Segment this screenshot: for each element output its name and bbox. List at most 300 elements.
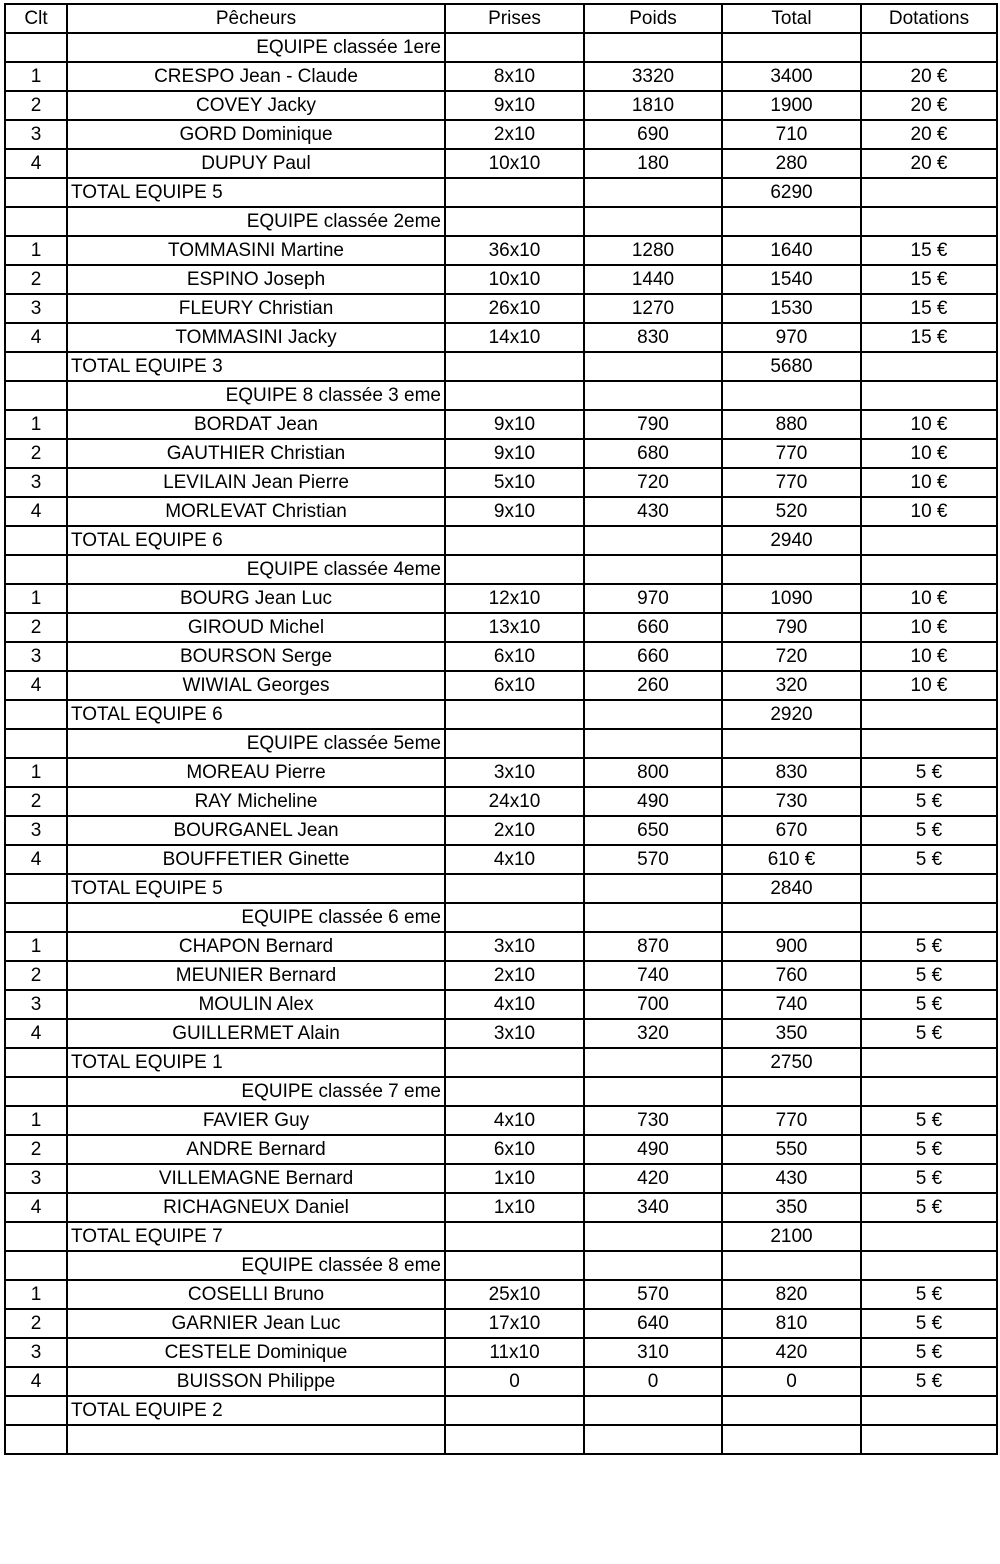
table-row [5, 91, 997, 120]
cell-total: 1900 [722, 91, 861, 120]
cell-dotations: 15 € [861, 323, 997, 352]
team-total-label: TOTAL EQUIPE 7 [67, 1222, 445, 1251]
cell-poids: 660 [584, 642, 722, 671]
empty-row [5, 1425, 997, 1454]
cell-poids: 490 [584, 1135, 722, 1164]
empty-cell [584, 700, 722, 729]
header-total: Total [722, 4, 861, 33]
empty-cell [5, 1222, 67, 1251]
cell-clt: 3 [5, 816, 67, 845]
empty-cell [861, 1396, 997, 1425]
cell-name: GIROUD Michel [67, 613, 445, 642]
cell-prises: 8x10 [445, 62, 584, 91]
empty-cell [861, 874, 997, 903]
empty-cell [861, 33, 997, 62]
empty-cell [584, 874, 722, 903]
table-row [5, 1338, 997, 1367]
table-row [5, 1280, 997, 1309]
cell-clt: 1 [5, 584, 67, 613]
cell-total: 610 € [722, 845, 861, 874]
cell-total: 720 [722, 642, 861, 671]
team-total-row [5, 526, 997, 555]
cell-dotations: 10 € [861, 439, 997, 468]
cell-prises: 13x10 [445, 613, 584, 642]
team-total-value: 2920 [722, 700, 861, 729]
group-title: EQUIPE classée 1ere [67, 33, 445, 62]
empty-cell [445, 1396, 584, 1425]
empty-cell [861, 1222, 997, 1251]
empty-cell [445, 178, 584, 207]
table-row [5, 758, 997, 787]
cell-prises: 2x10 [445, 961, 584, 990]
cell-clt: 1 [5, 1106, 67, 1135]
cell-total: 1090 [722, 584, 861, 613]
cell-poids: 660 [584, 613, 722, 642]
empty-cell [445, 352, 584, 381]
cell-prises: 1x10 [445, 1193, 584, 1222]
cell-name: BOURGANEL Jean [67, 816, 445, 845]
cell-clt: 3 [5, 120, 67, 149]
empty-cell [445, 33, 584, 62]
empty-cell [861, 1425, 997, 1454]
cell-poids: 320 [584, 1019, 722, 1048]
cell-dotations: 20 € [861, 149, 997, 178]
cell-prises: 10x10 [445, 265, 584, 294]
cell-name: ANDRE Bernard [67, 1135, 445, 1164]
empty-cell [584, 1251, 722, 1280]
empty-cell [445, 1425, 584, 1454]
team-total-row [5, 352, 997, 381]
cell-dotations: 10 € [861, 468, 997, 497]
cell-name: RAY Micheline [67, 787, 445, 816]
group-title: EQUIPE classée 7 eme [67, 1077, 445, 1106]
empty-cell [584, 381, 722, 410]
empty-cell [5, 33, 67, 62]
cell-prises: 3x10 [445, 758, 584, 787]
empty-cell [584, 1077, 722, 1106]
cell-clt: 1 [5, 410, 67, 439]
cell-dotations: 5 € [861, 1367, 997, 1396]
cell-name: TOMMASINI Martine [67, 236, 445, 265]
cell-total: 880 [722, 410, 861, 439]
cell-poids: 490 [584, 787, 722, 816]
cell-prises: 17x10 [445, 1309, 584, 1338]
empty-cell [584, 1222, 722, 1251]
team-total-label: TOTAL EQUIPE 2 [67, 1396, 445, 1425]
team-total-label: TOTAL EQUIPE 3 [67, 352, 445, 381]
cell-poids: 3320 [584, 62, 722, 91]
cell-total: 320 [722, 671, 861, 700]
cell-clt: 3 [5, 642, 67, 671]
cell-name: ESPINO Joseph [67, 265, 445, 294]
cell-prises: 5x10 [445, 468, 584, 497]
cell-dotations: 10 € [861, 410, 997, 439]
cell-prises: 2x10 [445, 816, 584, 845]
cell-total: 0 [722, 1367, 861, 1396]
table-row [5, 236, 997, 265]
empty-cell [722, 903, 861, 932]
cell-name: GUILLERMET Alain [67, 1019, 445, 1048]
empty-cell [584, 352, 722, 381]
cell-prises: 6x10 [445, 642, 584, 671]
team-total-label: TOTAL EQUIPE 5 [67, 178, 445, 207]
cell-prises: 10x10 [445, 149, 584, 178]
cell-clt: 4 [5, 1367, 67, 1396]
cell-name: BUISSON Philippe [67, 1367, 445, 1396]
cell-name: BOURSON Serge [67, 642, 445, 671]
cell-dotations: 5 € [861, 1280, 997, 1309]
empty-cell [445, 381, 584, 410]
empty-cell [861, 1077, 997, 1106]
empty-cell [722, 555, 861, 584]
cell-total: 810 [722, 1309, 861, 1338]
empty-cell [584, 526, 722, 555]
cell-name: VILLEMAGNE Bernard [67, 1164, 445, 1193]
cell-prises: 9x10 [445, 410, 584, 439]
cell-dotations: 5 € [861, 961, 997, 990]
cell-total: 520 [722, 497, 861, 526]
cell-prises: 6x10 [445, 1135, 584, 1164]
empty-cell [584, 1425, 722, 1454]
results-body [5, 33, 997, 1454]
header-prises: Prises [445, 4, 584, 33]
cell-total: 1640 [722, 236, 861, 265]
cell-total: 550 [722, 1135, 861, 1164]
empty-cell [445, 1048, 584, 1077]
team-total-value: 2840 [722, 874, 861, 903]
cell-poids: 0 [584, 1367, 722, 1396]
cell-poids: 310 [584, 1338, 722, 1367]
empty-cell [722, 381, 861, 410]
cell-total: 770 [722, 1106, 861, 1135]
team-total-value: 5680 [722, 352, 861, 381]
empty-cell [861, 1251, 997, 1280]
cell-dotations: 5 € [861, 758, 997, 787]
empty-cell [861, 352, 997, 381]
team-total-row [5, 1048, 997, 1077]
cell-name: DUPUY Paul [67, 149, 445, 178]
cell-poids: 640 [584, 1309, 722, 1338]
team-total-row [5, 700, 997, 729]
cell-prises: 9x10 [445, 439, 584, 468]
empty-cell [5, 1077, 67, 1106]
empty-cell [445, 526, 584, 555]
cell-clt: 4 [5, 149, 67, 178]
cell-prises: 6x10 [445, 671, 584, 700]
empty-cell [445, 1077, 584, 1106]
team-total-value: 2940 [722, 526, 861, 555]
empty-cell [5, 207, 67, 236]
cell-dotations: 15 € [861, 236, 997, 265]
empty-cell [5, 1048, 67, 1077]
group-title: EQUIPE classée 6 eme [67, 903, 445, 932]
cell-clt: 2 [5, 265, 67, 294]
group-title-row [5, 903, 997, 932]
empty-cell [722, 1251, 861, 1280]
cell-name: FLEURY Christian [67, 294, 445, 323]
cell-poids: 700 [584, 990, 722, 1019]
cell-poids: 730 [584, 1106, 722, 1135]
header-clt: Clt [5, 4, 67, 33]
cell-name: COVEY Jacky [67, 91, 445, 120]
cell-clt: 2 [5, 91, 67, 120]
cell-total: 790 [722, 613, 861, 642]
group-title-row [5, 1077, 997, 1106]
empty-cell [861, 700, 997, 729]
empty-cell [5, 874, 67, 903]
cell-dotations: 5 € [861, 1309, 997, 1338]
cell-prises: 36x10 [445, 236, 584, 265]
cell-name: FAVIER Guy [67, 1106, 445, 1135]
team-total-row [5, 178, 997, 207]
empty-cell [5, 700, 67, 729]
table-row [5, 294, 997, 323]
empty-cell [861, 526, 997, 555]
group-title: EQUIPE classée 2eme [67, 207, 445, 236]
cell-poids: 430 [584, 497, 722, 526]
team-total-row [5, 1396, 997, 1425]
cell-name: TOMMASINI Jacky [67, 323, 445, 352]
cell-poids: 340 [584, 1193, 722, 1222]
empty-cell [5, 555, 67, 584]
team-total-row [5, 874, 997, 903]
table-row [5, 671, 997, 700]
cell-dotations: 5 € [861, 1019, 997, 1048]
cell-total: 350 [722, 1019, 861, 1048]
cell-poids: 690 [584, 120, 722, 149]
cell-clt: 1 [5, 236, 67, 265]
table-row [5, 149, 997, 178]
table-row [5, 845, 997, 874]
table-row [5, 1164, 997, 1193]
cell-clt: 3 [5, 294, 67, 323]
cell-prises: 4x10 [445, 1106, 584, 1135]
cell-poids: 790 [584, 410, 722, 439]
cell-name: GAUTHIER Christian [67, 439, 445, 468]
cell-dotations: 10 € [861, 642, 997, 671]
cell-poids: 720 [584, 468, 722, 497]
cell-prises: 4x10 [445, 990, 584, 1019]
table-row [5, 642, 997, 671]
empty-cell [722, 33, 861, 62]
table-row [5, 265, 997, 294]
empty-cell [584, 207, 722, 236]
cell-dotations: 5 € [861, 1193, 997, 1222]
cell-dotations: 5 € [861, 845, 997, 874]
cell-prises: 2x10 [445, 120, 584, 149]
empty-cell [584, 903, 722, 932]
empty-cell [584, 178, 722, 207]
cell-total: 1540 [722, 265, 861, 294]
empty-cell [445, 1222, 584, 1251]
table-row [5, 323, 997, 352]
team-total-row [5, 1222, 997, 1251]
table-row [5, 613, 997, 642]
table-row [5, 1135, 997, 1164]
table-row [5, 584, 997, 613]
table-row [5, 62, 997, 91]
cell-clt: 4 [5, 1193, 67, 1222]
cell-prises: 3x10 [445, 1019, 584, 1048]
cell-poids: 180 [584, 149, 722, 178]
table-row [5, 468, 997, 497]
table-row [5, 816, 997, 845]
cell-poids: 740 [584, 961, 722, 990]
header-pecheurs: Pêcheurs [67, 4, 445, 33]
empty-cell [5, 729, 67, 758]
cell-poids: 1440 [584, 265, 722, 294]
cell-poids: 570 [584, 845, 722, 874]
table-row [5, 990, 997, 1019]
cell-name: WIWIAL Georges [67, 671, 445, 700]
header-poids: Poids [584, 4, 722, 33]
empty-cell [722, 207, 861, 236]
cell-clt: 3 [5, 990, 67, 1019]
group-title-row [5, 555, 997, 584]
cell-total: 770 [722, 439, 861, 468]
cell-total: 970 [722, 323, 861, 352]
group-title: EQUIPE classée 5eme [67, 729, 445, 758]
cell-clt: 2 [5, 1309, 67, 1338]
empty-cell [584, 1396, 722, 1425]
cell-total: 730 [722, 787, 861, 816]
cell-total: 740 [722, 990, 861, 1019]
team-total-value: 2100 [722, 1222, 861, 1251]
cell-name: MORLEVAT Christian [67, 497, 445, 526]
team-total-label: TOTAL EQUIPE 6 [67, 526, 445, 555]
table-row [5, 1367, 997, 1396]
cell-total: 420 [722, 1338, 861, 1367]
cell-clt: 3 [5, 468, 67, 497]
table-row [5, 787, 997, 816]
cell-clt: 4 [5, 671, 67, 700]
team-total-label: TOTAL EQUIPE 5 [67, 874, 445, 903]
cell-dotations: 5 € [861, 787, 997, 816]
cell-name: BORDAT Jean [67, 410, 445, 439]
empty-cell [584, 33, 722, 62]
empty-cell [445, 700, 584, 729]
table-row [5, 961, 997, 990]
table-row [5, 932, 997, 961]
cell-name: CHAPON Bernard [67, 932, 445, 961]
group-title: EQUIPE 8 classée 3 eme [67, 381, 445, 410]
group-title: EQUIPE classée 8 eme [67, 1251, 445, 1280]
empty-cell [5, 903, 67, 932]
cell-clt: 2 [5, 613, 67, 642]
cell-clt: 4 [5, 323, 67, 352]
empty-cell [861, 178, 997, 207]
header-row [5, 4, 997, 33]
cell-prises: 4x10 [445, 845, 584, 874]
empty-cell [5, 1425, 67, 1454]
cell-dotations: 10 € [861, 584, 997, 613]
cell-clt: 1 [5, 1280, 67, 1309]
cell-total: 900 [722, 932, 861, 961]
cell-clt: 1 [5, 932, 67, 961]
cell-name: GORD Dominique [67, 120, 445, 149]
cell-prises: 24x10 [445, 787, 584, 816]
cell-name: CRESPO Jean - Claude [67, 62, 445, 91]
cell-total: 820 [722, 1280, 861, 1309]
cell-dotations: 20 € [861, 91, 997, 120]
empty-cell [861, 903, 997, 932]
cell-poids: 1280 [584, 236, 722, 265]
cell-name: BOURG Jean Luc [67, 584, 445, 613]
cell-total: 760 [722, 961, 861, 990]
empty-cell [584, 729, 722, 758]
cell-poids: 680 [584, 439, 722, 468]
empty-cell [5, 381, 67, 410]
cell-clt: 4 [5, 845, 67, 874]
empty-cell [445, 207, 584, 236]
cell-prises: 25x10 [445, 1280, 584, 1309]
cell-prises: 9x10 [445, 91, 584, 120]
cell-total: 280 [722, 149, 861, 178]
cell-poids: 800 [584, 758, 722, 787]
table-row [5, 120, 997, 149]
cell-poids: 970 [584, 584, 722, 613]
table-row [5, 1309, 997, 1338]
cell-clt: 2 [5, 1135, 67, 1164]
empty-cell [861, 1048, 997, 1077]
cell-clt: 3 [5, 1164, 67, 1193]
cell-total: 770 [722, 468, 861, 497]
cell-prises: 14x10 [445, 323, 584, 352]
team-total-value: 6290 [722, 178, 861, 207]
group-title: EQUIPE classée 4eme [67, 555, 445, 584]
cell-clt: 3 [5, 1338, 67, 1367]
empty-cell [861, 729, 997, 758]
cell-name: GARNIER Jean Luc [67, 1309, 445, 1338]
cell-poids: 420 [584, 1164, 722, 1193]
team-total-label: TOTAL EQUIPE 6 [67, 700, 445, 729]
empty-cell [445, 555, 584, 584]
empty-cell [584, 1048, 722, 1077]
cell-name: COSELLI Bruno [67, 1280, 445, 1309]
group-title-row [5, 207, 997, 236]
cell-clt: 4 [5, 497, 67, 526]
cell-poids: 1810 [584, 91, 722, 120]
empty-cell [5, 1396, 67, 1425]
cell-name: MOREAU Pierre [67, 758, 445, 787]
cell-name: RICHAGNEUX Daniel [67, 1193, 445, 1222]
cell-dotations: 5 € [861, 932, 997, 961]
table-row [5, 1193, 997, 1222]
cell-poids: 830 [584, 323, 722, 352]
empty-cell [722, 729, 861, 758]
cell-clt: 2 [5, 961, 67, 990]
empty-cell [67, 1425, 445, 1454]
table-row [5, 410, 997, 439]
cell-poids: 870 [584, 932, 722, 961]
cell-dotations: 5 € [861, 816, 997, 845]
empty-cell [445, 729, 584, 758]
cell-dotations: 10 € [861, 671, 997, 700]
cell-total: 3400 [722, 62, 861, 91]
empty-cell [5, 178, 67, 207]
cell-dotations: 20 € [861, 120, 997, 149]
group-title-row [5, 381, 997, 410]
cell-total: 710 [722, 120, 861, 149]
cell-total: 430 [722, 1164, 861, 1193]
cell-name: MEUNIER Bernard [67, 961, 445, 990]
empty-cell [445, 874, 584, 903]
cell-total: 1530 [722, 294, 861, 323]
cell-prises: 11x10 [445, 1338, 584, 1367]
cell-total: 830 [722, 758, 861, 787]
empty-cell [5, 526, 67, 555]
empty-cell [861, 381, 997, 410]
